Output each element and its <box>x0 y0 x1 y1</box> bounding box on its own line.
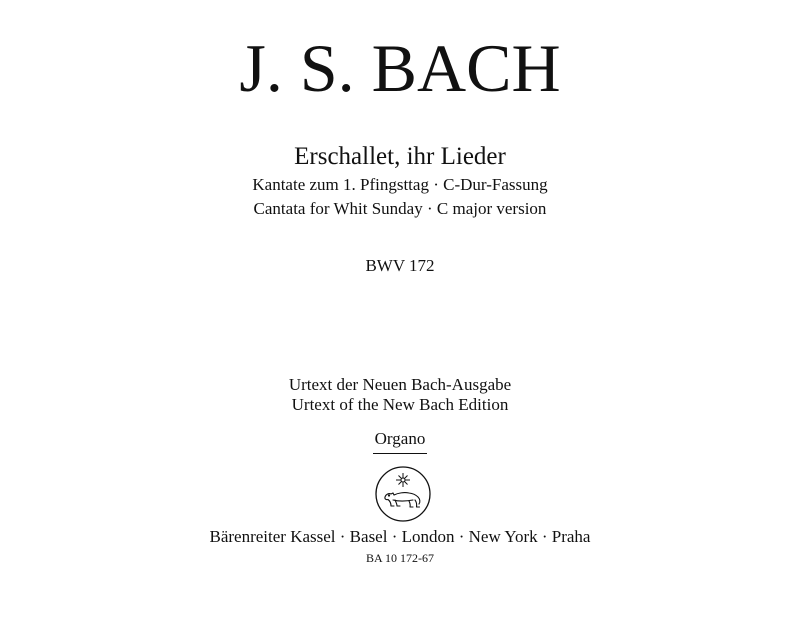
order-number: BA 10 172-67 <box>365 551 434 565</box>
star-icon <box>396 473 410 487</box>
subtitle-english: Cantata for Whit Sunday · C major version <box>253 199 547 218</box>
part-name: Organo <box>373 428 428 454</box>
part-heading <box>0 428 800 454</box>
bwv-number: BWV 172 <box>365 256 435 275</box>
bear-icon <box>385 493 420 507</box>
work-title: Erschallet, ihr Lieder <box>294 143 506 170</box>
edition-english: Urtext of the New Bach Edition <box>291 395 509 414</box>
edition-german: Urtext der Neuen Bach-Ausgabe <box>288 375 512 394</box>
composer-name: J. S. BACH <box>239 30 561 106</box>
subtitle-german: Kantate zum 1. Pfingsttag · C-Dur-Fassung <box>252 175 548 194</box>
baerenreiter-bear-star-logo-icon <box>373 464 433 524</box>
publisher-cities: Bärenreiter Kassel · Basel · London · New York · Praha <box>209 527 591 546</box>
